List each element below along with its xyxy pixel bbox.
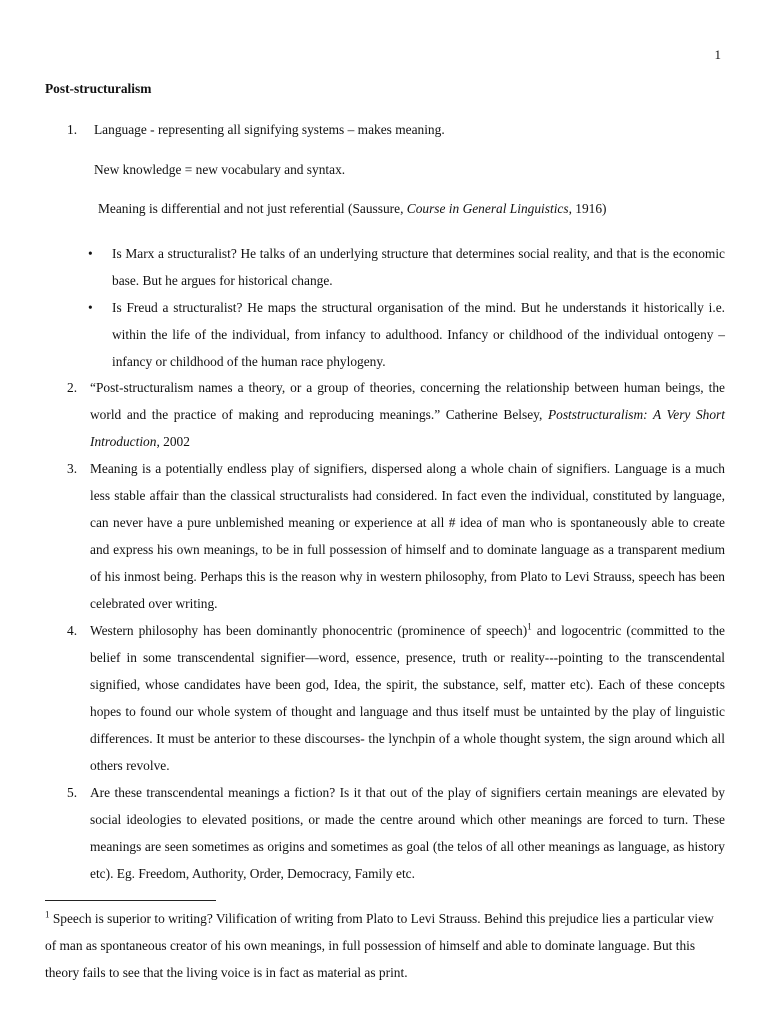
page-number: 1 bbox=[714, 47, 721, 62]
bullet-item-freud bbox=[45, 294, 725, 375]
page-title: Post-structuralism bbox=[45, 81, 152, 96]
bullet-text: Is Freud a structuralist? He maps the structural organisation of the mind. But he understands it historically i.e. within the life of the individual, from infancy to adulthood. Infancy or childhood of the individual ontogeny – infancy or childhood of the human race phylogeny. bbox=[112, 300, 725, 369]
footnote-mark: 1 bbox=[45, 909, 50, 920]
list-item-text: Language - representing all signifying systems – makes meaning. bbox=[94, 122, 445, 137]
list-item-3 bbox=[45, 455, 725, 617]
meaning-line bbox=[98, 201, 607, 217]
list-item-2 bbox=[45, 374, 725, 455]
meaning-text: Meaning is differential and not just referential (Saussure, bbox=[98, 201, 407, 216]
bullet-item-marx bbox=[45, 240, 725, 294]
list-item-text: Meaning is a potentially endless play of signifiers, dispersed along a whole chain of signifiers. Language is a much less stable affair than the classical structuralists had considered. In fact even the individual, constituted by language, can never have a pure unblemished meaning or experience at all # idea of man who is spontaneously able to create and express his own meanings, to be in full possession of himself and to dominate language as a transparent medium of his inmost being. Perhaps this is the reason why in western philosophy, from Plato to Levi Strauss, speech has been celebrated over writing. bbox=[90, 461, 725, 611]
list-item-text-cont: and logocentric (committed to the belief in some transcendental signifier—word, essence, presence, truth or reality---pointing to the transcendental signified, whose candidates have been god, Idea, the spirit, the substance, self, matter etc). Each of these concepts hopes to found our whole system of thought and language and thus itself must be untainted by the play of linguistic differences. It must be anterior to these discourses- the lynchpin of a whole thought system, the sign around which all others revolve. bbox=[90, 623, 725, 773]
list-number: 1. bbox=[67, 122, 78, 137]
numbered-list bbox=[45, 374, 725, 887]
list-item-4 bbox=[45, 617, 725, 779]
meaning-year: , 1916) bbox=[568, 201, 607, 216]
list-item-5 bbox=[45, 779, 725, 887]
footnote-text: Speech is superior to writing? Vilification of writing from Plato to Levi Strauss. Behind this prejudice lies a particular view of man as spontaneous creator of his own meanings, in full possession of himself and able to dominate language. But this theory fails to see that the living voice is in fact as material as print. bbox=[45, 911, 714, 980]
bullet-dot-icon: • bbox=[88, 300, 93, 315]
quote-year: , 2002 bbox=[156, 434, 190, 449]
footnote bbox=[45, 905, 725, 986]
footnote-divider bbox=[45, 900, 216, 901]
list-item-text: Are these transcendental meanings a fiction? Is it that out of the play of signifiers certain meanings are elevated by social ideologies to elevated positions, or made the centre around which other meanings are forced to turn. These meanings are seen sometimes as origins and sometimes as goal (the telos of all other meanings as language, as history etc). Eg. Freedom, Authority, Order, Democracy, Family etc. bbox=[90, 785, 725, 881]
bullet-list bbox=[45, 240, 725, 375]
book-title: Course in General Linguistics bbox=[406, 201, 569, 216]
list-number: 2. bbox=[67, 380, 78, 395]
knowledge-line: New knowledge = new vocabulary and syntax. bbox=[94, 162, 346, 177]
quote-text: “Post-structuralism names a theory, or a group of theories, concerning the relationship between human beings, the world and the practice of making and reproducing meanings.” Catherine Belsey, bbox=[90, 380, 725, 422]
list-number: 4. bbox=[67, 623, 78, 638]
list-number: 5. bbox=[67, 785, 78, 800]
book-title: Poststructuralism: A Very Short Introduction bbox=[90, 407, 725, 449]
list-number: 3. bbox=[67, 461, 78, 476]
list-item-text: Western philosophy has been dominantly phonocentric (prominence of speech) bbox=[90, 623, 528, 638]
footnote-reference[interactable]: 1 bbox=[527, 621, 532, 632]
bullet-dot-icon: • bbox=[88, 246, 93, 261]
bullet-text: Is Marx a structuralist? He talks of an underlying structure that determines social reality, and that is the economic base. But he argues for historical change. bbox=[112, 246, 725, 288]
